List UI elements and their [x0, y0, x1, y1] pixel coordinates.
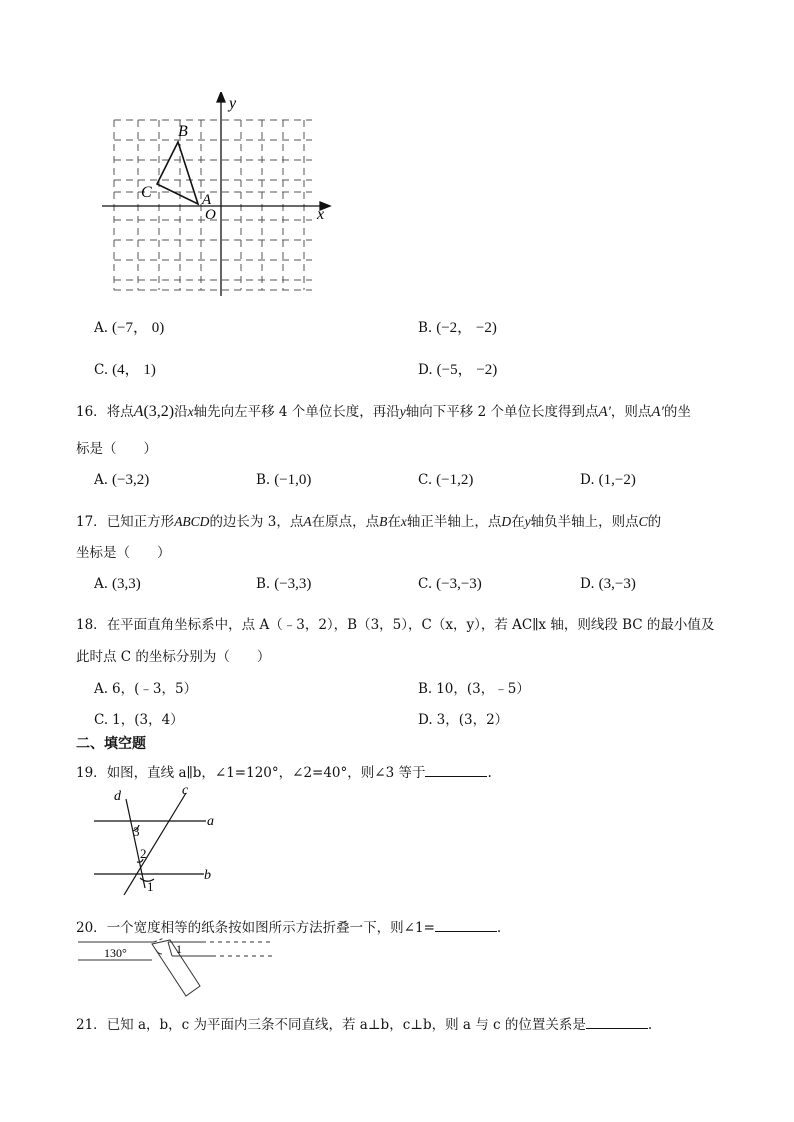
q17-option-a[interactable]: A. (3,3): [94, 576, 141, 592]
q17-option-d[interactable]: D. (3,−3): [580, 576, 636, 592]
label-b: B: [178, 123, 188, 140]
q18-stem-line1: 18．在平面直角坐标系中，点 A（﹣3，2），B（3，5），C（x，y），若 AC∥x 轴，则线段 BC 的最小值及: [76, 617, 715, 633]
q16-option-d[interactable]: D. (1,−2): [580, 472, 636, 488]
label-origin: O: [205, 207, 216, 223]
q15-option-d[interactable]: D. (−5， −2): [418, 362, 498, 378]
q21-stem: 21．已知 a，b，c 为平面内三条不同直线，若 a⊥b，c⊥b，则 a 与 c 的位置关系是 .: [76, 1017, 653, 1033]
q18-option-b[interactable]: B. 10，(3，﹣5）: [418, 681, 530, 697]
label-c: C: [141, 184, 152, 201]
q19-parallel-lines-figure: [90, 783, 220, 898]
section-title: 二、填空题: [76, 736, 146, 752]
q18-option-c[interactable]: C. 1，(3，4）: [94, 712, 184, 728]
q20-angle-1: 1: [176, 942, 182, 956]
q19-label-d: d: [114, 789, 121, 804]
triangle-abc: [157, 142, 198, 204]
q19-label-a: a: [207, 814, 214, 829]
q16-stem-line1: 16．将点A(3,2)沿x轴先向左平移 4 个单位长度，再沿y轴向下平移 2 个单位长度得到点A′，则点A′的坐: [76, 403, 691, 420]
q17-stem-line2: 坐标是（ ）: [76, 545, 171, 561]
q17-option-c[interactable]: C. (−3,−3): [418, 576, 482, 592]
q15-coordinate-figure: [98, 92, 338, 302]
q16-option-c[interactable]: C. (−1,2): [418, 472, 474, 488]
label-a: A: [202, 192, 212, 208]
q20-answer-blank[interactable]: [435, 919, 497, 932]
q21-answer-blank[interactable]: [586, 1016, 648, 1029]
label-y: y: [229, 95, 237, 112]
grid-lines: [114, 120, 312, 290]
q20-folded-strip-figure: [72, 936, 282, 1004]
q19-angle-1: 1: [147, 879, 154, 894]
q18-option-d[interactable]: D. 3，(3，2）: [418, 712, 509, 728]
q19-stem: 19．如图，直线 a∥b，∠1=120°，∠2=40°，则∠3 等于 .: [76, 765, 492, 781]
q20-angle-130: 130°: [104, 946, 127, 960]
q16-option-a[interactable]: A. (−3,2): [94, 472, 150, 488]
q15-option-b[interactable]: B. (−2， −2): [418, 320, 497, 336]
q19-angle-2: 2: [140, 846, 147, 861]
q17-stem-line1: 17．已知正方形ABCD的边长为 3，点A在原点，点B在x轴正半轴上，点D在y轴负半轴上，则点C的: [76, 514, 662, 530]
q19-angle-3: 3: [133, 824, 140, 839]
q16-stem-line2: 标是（ ）: [76, 441, 157, 457]
q19-label-c: c: [182, 783, 189, 798]
q19-answer-blank[interactable]: [425, 764, 487, 777]
q17-option-b[interactable]: B. (−3,3): [256, 576, 312, 592]
q18-stem-line2: 此时点 C 的坐标分别为（ ）: [76, 649, 271, 665]
q15-option-c[interactable]: C. (4， 1): [94, 362, 156, 378]
q15-option-a[interactable]: A. (−7， 0): [94, 320, 165, 336]
q20-stem: 20．一个宽度相等的纸条按如图所示方法折叠一下，则∠1= .: [76, 920, 502, 936]
axes: [102, 92, 330, 296]
q19-label-b: b: [204, 868, 211, 883]
q16-option-b[interactable]: B. (−1,0): [256, 472, 312, 488]
label-x: x: [317, 206, 325, 223]
q18-option-a[interactable]: A. 6，(﹣3，5）: [94, 681, 198, 697]
